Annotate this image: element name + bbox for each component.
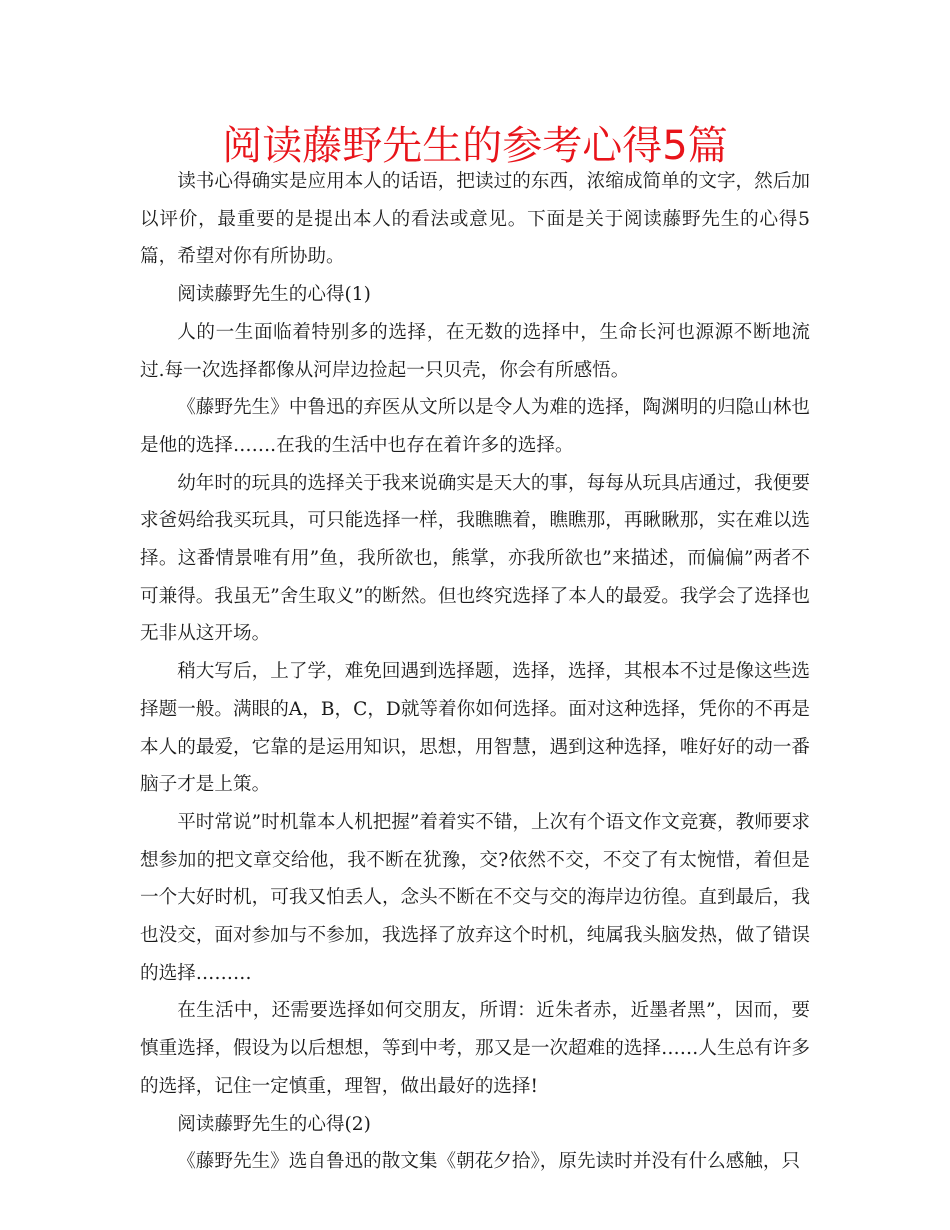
- document-body: [140, 163, 810, 1181]
- body-paragraph: 稍大写后，上了学，难免回遇到选择题，选择，选择，其根本不过是像这些选择题一般。满眼的A，B，C，D就等着你如何选择。面对这种选择，凭你的不再是本人的最爱，它靠的是运用知识，思想，用智慧，遇到这种选择，唯好好的动一番脑子才是上策。: [140, 661, 810, 796]
- document-title: 阅读藤野先生的参考心得5篇: [222, 123, 728, 169]
- body-paragraph: 《藤野先生》中鲁迅的弃医从文所以是令人为难的选择，陶渊明的归隐山林也是他的选择…….在我的生活中也存在着许多的选择。: [140, 397, 810, 456]
- intro-paragraph: 读书心得确实是应用本人的话语，把读过的东西，浓缩成简单的文字，然后加以评价，最重要的是提出本人的看法或意见。下面是关于阅读藤野先生的心得5篇，希望对你有所协助。: [140, 171, 810, 268]
- section-heading: 阅读藤野先生的心得(1): [177, 284, 371, 306]
- body-paragraph: 平时常说”时机靠本人机把握”着着实不错，上次有个语文作文竞赛，教师要求想参加的把文章交给他，我不断在犹豫，交?依然不交，不交了有太惋惜，着但是一个大好时机，可我又怕丢人，念头不断在不交与交的海岸边彷徨。直到最后，我也没交，面对参加与不参加，我选择了放弃这个时机，纯属我头脑发热，做了错误的选择………: [140, 811, 810, 984]
- body-paragraph: 幼年时的玩具的选择关于我来说确实是天大的事，每每从玩具店通过，我便要求爸妈给我买玩具，可只能选择一样，我瞧瞧着，瞧瞧那，再瞅瞅那，实在难以选择。这番情景唯有用”鱼，我所欲也，熊掌，亦我所欲也”来描述，而偏偏”两者不可兼得。我虽无”舍生取义”的断然。但也终究选择了本人的最爱。我学会了选择也无非从这开场。: [140, 472, 810, 645]
- body-paragraph: 《藤野先生》选自鲁迅的散文集《朝花夕拾》，原先读时并没有什么感触，只: [177, 1151, 801, 1173]
- body-paragraph: 在生活中，还需要选择如何交朋友，所谓：近朱者赤，近墨者黑”，因而，要慎重选择，假设为以后想想，等到中考，那又是一次超难的选择……人生总有许多的选择，记住一定慎重，理智，做出最好的选择!: [140, 1000, 810, 1097]
- body-paragraph: 人的一生面临着特别多的选择，在无数的选择中，生命长河也源源不断地流过.每一次选择都像从河岸边捡起一只贝壳，你会有所感悟。: [140, 321, 810, 381]
- section-heading: 阅读藤野先生的心得(2): [177, 1113, 371, 1135]
